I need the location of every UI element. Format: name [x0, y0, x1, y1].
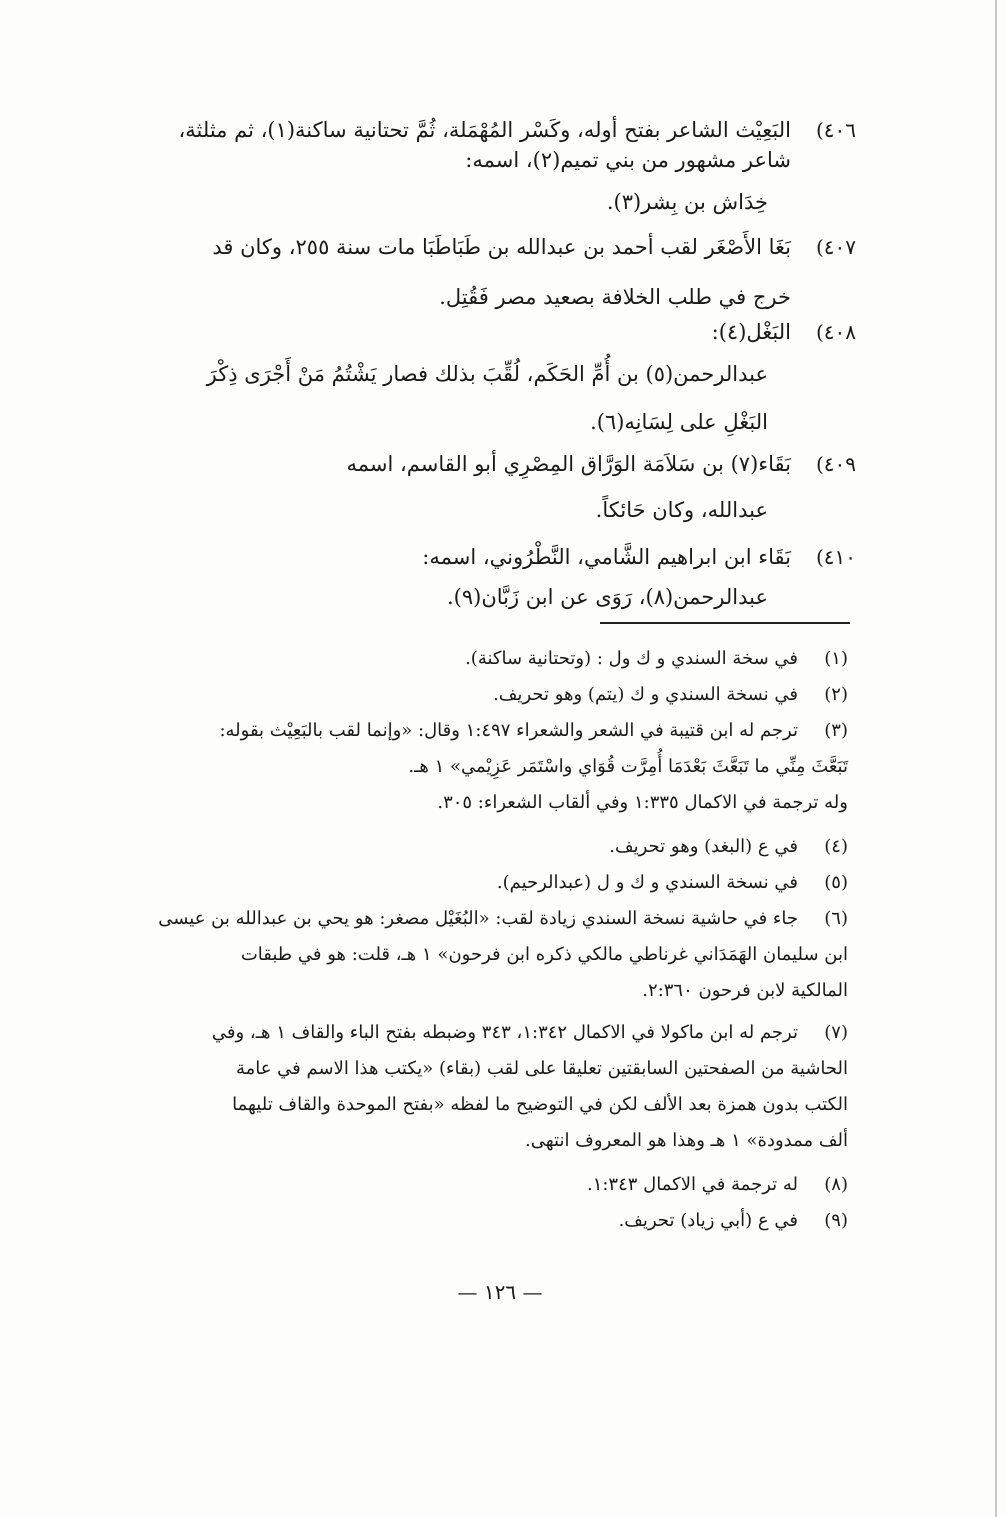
entry-409 — [0, 452, 1006, 532]
footnote-text-line: جاء في حاشية نسخة السندي زيادة لقب: «البُغَيْل مصغر: هو يحي بن عبدالله بن عيسى — [158, 908, 798, 929]
entry-406 — [0, 118, 1006, 228]
footnote-separator — [600, 622, 850, 624]
entry-407 — [0, 235, 1006, 315]
footnote-number: (٤) — [824, 836, 848, 857]
entry-number: ٤٠٩) — [815, 452, 856, 476]
entry-number: ٤٠٨) — [815, 320, 856, 344]
footnote-number: (٦) — [824, 908, 848, 929]
entry-text-line: خرج في طلب الخلافة بصعيد مصر فَقُتِل. — [439, 285, 791, 309]
entry-text-line: شاعر مشهور من بني تميم(٢)، اسمه: — [465, 148, 791, 172]
footnote-text-line: المالكية لابن فرحون ٢:٣٦٠. — [642, 980, 848, 1001]
footnote-text-line: ألف ممدودة» ١ هـ وهذا هو المعروف انتهى. — [524, 1130, 848, 1151]
entry-text-line: البَعِيْث الشاعر بفتح أوله، وكَسْر المُهْمَلة، ثُمَّ تحتانية ساكنة(١)، ثم مثلثة، — [178, 118, 791, 142]
entry-text-line: بَغَا الأَصْغَر لقب أحمد بن عبدالله بن طَبَاطَبَا مات سنة ٢٥٥، وكان قد — [212, 235, 791, 259]
entry-text-line: خِدَاش بن بِشر(٣). — [606, 190, 768, 214]
footnote-text-line: ترجم له ابن قتيبة في الشعر والشعراء ١:٤٩٧ وقال: «وإنما لقب بالبَعِيْث بقوله: — [219, 720, 798, 741]
footnote-text-line: الحاشية من الصفحتين السابقتين تعليقا على لقب (بقاء) «يكتب هذا الاسم في عامة — [235, 1058, 848, 1079]
entry-text-line: عبدالله، وكان حَائكاً. — [595, 498, 768, 522]
footnote-number: (٩) — [824, 1210, 848, 1231]
footnote-text-line: الكتب بدون همزة بعد الألف لكن في التوضيح ما لفظه «بفتح الموحدة والقاف تليهما — [232, 1094, 848, 1115]
entry-text-line: بَقَاء(٧) بن سَلاَمَة الوَرَّاق المِصْرِي أبو القاسم، اسمه — [346, 452, 791, 476]
footnote-text-line: في سخة السندي و ك ول : (وتحتانية ساكنة). — [465, 648, 798, 669]
entry-number: ٤٠٧) — [815, 235, 856, 259]
entry-text-line: البَغْلِ على لِسَانِه(٦). — [590, 410, 768, 434]
footnote-number: (٥) — [824, 872, 848, 893]
footnote-text-line: في نسخة السندي و ك و ل (عبدالرحيم). — [496, 872, 798, 893]
footnote-number: (٧) — [824, 1022, 848, 1043]
entry-410 — [0, 545, 1006, 625]
entry-408 — [0, 320, 1006, 440]
footnote-text-line: وله ترجمة في الاكمال ١:٣٣٥ وفي ألقاب الشعراء: ٣٠٥. — [437, 792, 848, 813]
footnote-number: (٣) — [824, 720, 848, 741]
entry-text-line: عبدالرحمن(٨)، رَوَى عن ابن زَبَّان(٩). — [446, 585, 768, 609]
footnote-text-line: ترجم له ابن ماكولا في الاكمال ١:٣٤٢، ٣٤٣ وضبطه بفتح الباء والقاف ١ هـ، وفي — [211, 1022, 798, 1043]
footnote-number: (٢) — [824, 684, 848, 705]
footnote-text-line: في ع (البغد) وهو تحريف. — [609, 836, 798, 857]
footnote-number: (٨) — [824, 1174, 848, 1195]
footnote-number: (١) — [824, 648, 848, 669]
footnote-text-line: في ع (أبي زياد) تحريف. — [618, 1210, 798, 1231]
entry-number: ٤١٠) — [815, 545, 856, 569]
footnote-text-line: له ترجمة في الاكمال ١:٣٤٣. — [586, 1174, 798, 1195]
page-number: — ١٢٦ — — [457, 1280, 543, 1304]
entry-number: ٤٠٦) — [815, 118, 856, 142]
footnote-text-line: ابن سليمان الهَمَدَاني غرناطي مالكي ذكره ابن فرحون» ١ هـ، قلت: هو في طبقات — [240, 944, 848, 965]
entry-text-line: عبدالرحمن(٥) بن أُمِّ الحَكَم، لُقِّبَ بذلك فصار يَشْتُمُ مَنْ أَجْرَى ذِكْرَ — [206, 362, 768, 386]
entry-text-line: بَقَاء ابن ابراهيم الشَّامي، النَّطْرُوني، اسمه: — [422, 545, 791, 569]
entry-text-line: البَغْل(٤): — [711, 320, 791, 344]
footnote-text-line: تَبَعَّثَ مِنِّي ما تَبَعَّثَ بَعْدَمَا أُمِرَّت قُوَاي واسْتَمَر عَزِيْمي» ١ هـ. — [408, 756, 848, 777]
footnote-text-line: في نسخة السندي و ك (يتم) وهو تحريف. — [493, 684, 798, 705]
